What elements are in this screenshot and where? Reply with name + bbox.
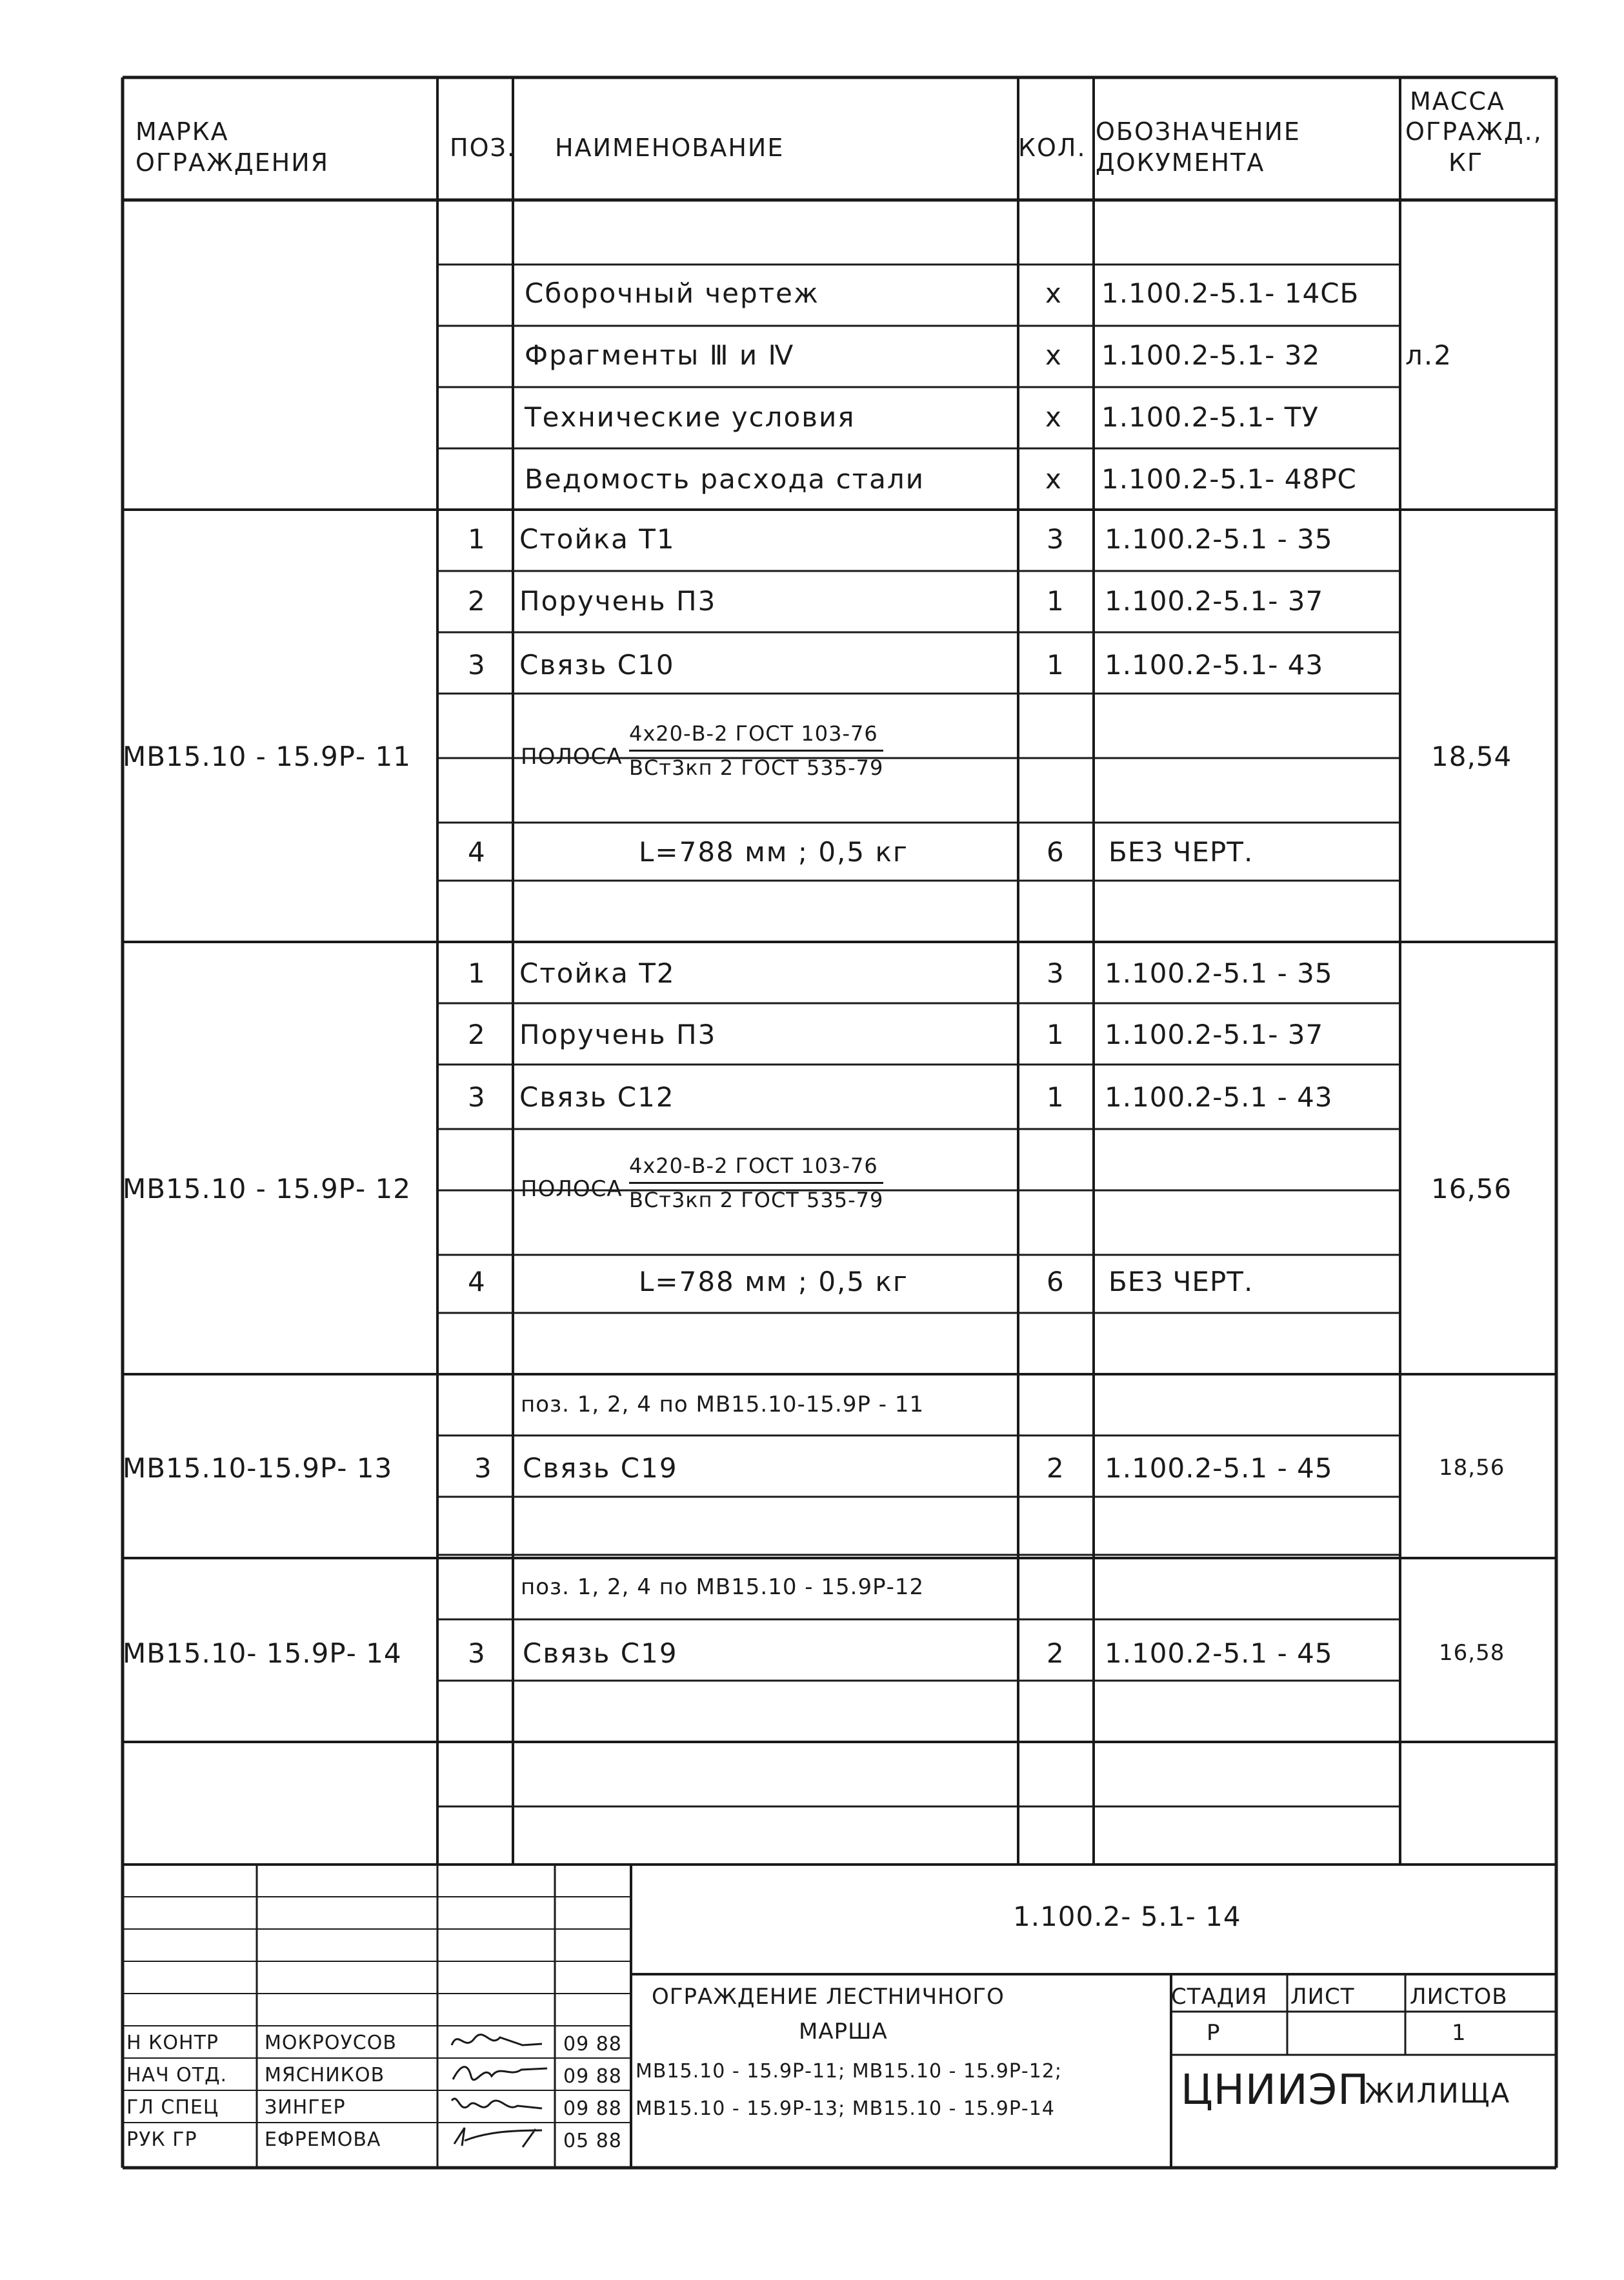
row-pos: 3 <box>468 1081 486 1113</box>
row-pos: 4 <box>468 836 486 868</box>
ref-mass: 18,56 <box>1439 1455 1505 1481</box>
row-name: Связь С10 <box>519 649 675 681</box>
header-mark-line2: ОГРАЖДЕНИЯ <box>135 148 330 177</box>
row-qty: 3 <box>1047 957 1065 989</box>
header-mass-line2: ОГРАЖД., <box>1405 117 1543 146</box>
row-doc: 1.100.2-5.1 - 43 <box>1105 1081 1333 1113</box>
handwritten-signature <box>445 2026 555 2058</box>
strip-profile: 4x20-В-2 ГОСТ 103-76 <box>629 1154 883 1184</box>
ref-qty: 2 <box>1047 1452 1065 1484</box>
row-doc: 1.100.2-5.1- 37 <box>1105 585 1324 617</box>
row-doc: 1.100.2-5.1- 43 <box>1105 649 1324 681</box>
row-pos: 4 <box>468 1266 486 1297</box>
row-pos: 3 <box>468 649 486 681</box>
ref-note: поз. 1, 2, 4 по МВ15.10 - 15.9Р-12 <box>521 1574 925 1600</box>
ref-pos: 3 <box>474 1452 492 1484</box>
signature-role: РУК ГР <box>126 2128 197 2151</box>
ref-pos: 3 <box>468 1637 486 1669</box>
group-mark: МВ15.10 - 15.9Р- 12 <box>123 1173 411 1205</box>
signature-date: 09 88 <box>563 2065 622 2088</box>
signature-name: ЗИНГЕР <box>265 2096 346 2119</box>
signature-date: 05 88 <box>563 2130 622 2152</box>
row-qty: 6 <box>1047 1266 1065 1297</box>
handwritten-signature <box>445 2121 555 2154</box>
organization-suffix: ЖИЛИЩА <box>1365 2077 1511 2109</box>
ref-name: Связь С19 <box>523 1452 678 1484</box>
strip-profile: 4x20-В-2 ГОСТ 103-76 <box>629 721 883 752</box>
stage-value: Р <box>1207 2020 1221 2046</box>
general-doc-code: 1.100.2-5.1- 32 <box>1101 339 1321 371</box>
ref-note: поз. 1, 2, 4 по МВ15.10-15.9Р - 11 <box>521 1392 925 1417</box>
title-line2: МАРША <box>799 2019 888 2045</box>
row-qty: 3 <box>1047 523 1065 555</box>
stage-label: СТАДИЯ <box>1171 1984 1268 2010</box>
general-doc-code: 1.100.2-5.1- ТУ <box>1101 401 1319 433</box>
general-doc-name: Фрагменты Ⅲ и Ⅳ <box>525 339 795 371</box>
row-doc: 1.100.2-5.1- 37 <box>1105 1019 1324 1050</box>
group-mass: 16,56 <box>1431 1173 1512 1205</box>
signature-name: МОКРОУСОВ <box>265 2032 397 2054</box>
ref-mark: МВ15.10-15.9Р- 13 <box>123 1452 393 1484</box>
ref-doc: 1.100.2-5.1 - 45 <box>1105 1637 1333 1669</box>
sheet-label: ЛИСТ <box>1290 1984 1355 2010</box>
header-mass-line1: МАССА <box>1410 87 1505 115</box>
strip-label: ПОЛОСА <box>521 744 623 770</box>
organization-name: ЦНИИЭП <box>1181 2066 1370 2114</box>
signature-name: ЕФРЕМОВА <box>265 2128 381 2151</box>
row-name: Стойка Т2 <box>519 957 676 989</box>
document-code: 1.100.2- 5.1- 14 <box>1013 1901 1241 1932</box>
signature-role: НАЧ ОТД. <box>126 2064 228 2086</box>
title-marks-line1: МВ15.10 - 15.9Р-11; МВ15.10 - 15.9Р-12; <box>636 2060 1063 2083</box>
ref-mass: 16,58 <box>1439 1640 1505 1666</box>
strip-steel: ВСт3кп 2 ГОСТ 535-79 <box>629 1188 884 1212</box>
general-doc-code: 1.100.2-5.1- 48РС <box>1101 463 1357 495</box>
row-qty: 6 <box>1047 836 1065 868</box>
ref-name: Связь С19 <box>523 1637 678 1669</box>
ref-qty: 2 <box>1047 1637 1065 1669</box>
header-pos: ПОЗ. <box>450 134 516 162</box>
row-name: Поручень П3 <box>519 1019 717 1050</box>
row-doc: 1.100.2-5.1 - 35 <box>1105 523 1333 555</box>
row-pos: 2 <box>468 1019 486 1050</box>
header-doc-line1: ОБОЗНАЧЕНИЕ <box>1096 117 1301 146</box>
row-name: Связь С12 <box>519 1081 675 1113</box>
row-pos: 2 <box>468 585 486 617</box>
group-mark: МВ15.10 - 15.9Р- 11 <box>123 741 411 772</box>
general-doc-name: Технические условия <box>525 401 856 433</box>
title-line1: ОГРАЖДЕНИЕ ЛЕСТНИЧНОГО <box>652 1984 1005 2010</box>
header-doc-line2: ДОКУМЕНТА <box>1096 148 1265 177</box>
signature-name: МЯСНИКОВ <box>265 2064 385 2086</box>
row-doc: 1.100.2-5.1 - 35 <box>1105 957 1333 989</box>
general-doc-name: Сборочный чертеж <box>525 277 819 309</box>
sheets-value: 1 <box>1452 2020 1467 2046</box>
header-qty: КОЛ. <box>1018 134 1087 162</box>
row-name: Стойка Т1 <box>519 523 676 555</box>
row-name: L=788 мм ; 0,5 кг <box>639 836 908 868</box>
signature-date: 09 88 <box>563 2033 622 2055</box>
row-qty: 1 <box>1047 585 1065 617</box>
group-mass: 18,54 <box>1431 741 1512 772</box>
general-doc-qty: x <box>1045 277 1063 309</box>
strip-steel: ВСт3кп 2 ГОСТ 535-79 <box>629 755 884 780</box>
title-marks-line2: МВ15.10 - 15.9Р-13; МВ15.10 - 15.9Р-14 <box>636 2097 1055 2120</box>
signature-date: 09 88 <box>563 2097 622 2120</box>
row-pos: 1 <box>468 957 486 989</box>
row-qty: 1 <box>1047 649 1065 681</box>
ref-doc: 1.100.2-5.1 - 45 <box>1105 1452 1333 1484</box>
row-doc: БЕЗ ЧЕРТ. <box>1108 1266 1254 1297</box>
handwritten-signature <box>445 2089 555 2121</box>
ref-mark: МВ15.10- 15.9Р- 14 <box>123 1637 402 1669</box>
sheets-label: ЛИСТОВ <box>1410 1984 1508 2010</box>
header-name: НАИМЕНОВАНИЕ <box>555 134 785 162</box>
row-name: L=788 мм ; 0,5 кг <box>639 1266 908 1297</box>
row-qty: 1 <box>1047 1081 1065 1113</box>
row-name: Поручень П3 <box>519 585 717 617</box>
strip-label: ПОЛОСА <box>521 1176 623 1202</box>
row-qty: 1 <box>1047 1019 1065 1050</box>
signature-role: ГЛ СПЕЦ <box>126 2096 219 2119</box>
header-mass-line3: КГ <box>1449 148 1484 177</box>
handwritten-signature <box>445 2057 555 2089</box>
row-pos: 1 <box>468 523 486 555</box>
general-doc-code: 1.100.2-5.1- 14СБ <box>1101 277 1359 309</box>
general-doc-qty: x <box>1045 339 1063 371</box>
row-doc: БЕЗ ЧЕРТ. <box>1108 836 1254 868</box>
general-doc-qty: x <box>1045 463 1063 495</box>
header-mark-line1: МАРКА <box>135 117 229 146</box>
general-doc-qty: x <box>1045 401 1063 433</box>
general-doc-name: Ведомость расхода стали <box>525 463 925 495</box>
strip-spec-fraction <box>629 721 883 780</box>
signature-role: Н КОНТР <box>126 2032 219 2054</box>
general-mass-note: л.2 <box>1405 339 1452 371</box>
strip-spec-fraction <box>629 1154 883 1212</box>
